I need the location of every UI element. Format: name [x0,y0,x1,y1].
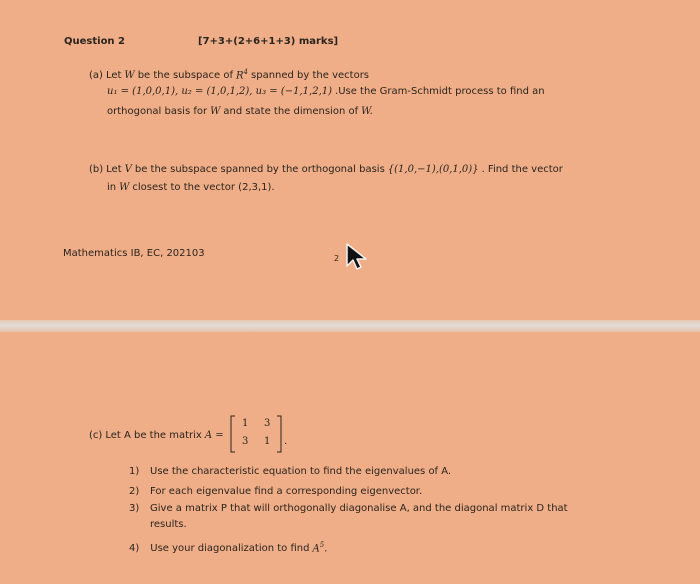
part-b-text: . Find the vector [481,164,563,175]
list-item-num: 4) [129,543,140,555]
part-b-text: closest to the vector (2,3,1). [132,182,275,193]
part-a-text: Let [105,70,122,82]
page-number: 2 [334,254,340,263]
list-item: Use your diagonalization to find [150,543,310,555]
course-footer: Mathematics IB, EC, 202103 [63,248,205,259]
part-a-w: W [124,70,135,82]
part-c-label: (c) [89,430,103,441]
list-item: results. [150,519,187,530]
matrix-cell: 1 [264,436,271,447]
part-b-text: in [107,182,117,193]
part-b-w: W [119,182,130,193]
part-a-text: and state the dimension of [223,106,359,117]
matrix-period: . [284,436,288,447]
question-title: Question 2 [64,36,125,47]
part-a-text: be the subspace of [137,70,234,82]
list-item-4 [129,541,327,554]
part-a-vectors: u₁ = (1,0,0,1), u₂ = (1,0,1,2), u₃ = (−1,1,2,1) [107,86,333,97]
part-a-w: W. [361,106,373,117]
question-marks: [7+3+(2+6+1+3) marks] [198,36,339,47]
page-separator [0,320,700,332]
part-a-line1 [89,68,369,81]
part-b-line2 [107,182,275,193]
part-b-text: Let [106,164,122,175]
list-item: For each eigenvalue find a corresponding eigenvector. [150,486,423,497]
part-a-label: (a) [89,70,103,82]
list-item-num: 2) [129,486,140,497]
part-a-text: .Use the Gram-Schmidt process to find an [335,86,545,97]
matrix-cell: 3 [242,436,249,447]
matrix-cell: 3 [264,418,271,429]
part-a-r: $R^4$ [236,68,249,82]
part-a-line3 [107,106,373,117]
part-a-w: W [210,106,221,117]
list-item-num: 1) [129,466,140,477]
mouse-cursor-icon [345,242,371,272]
matrix-a [229,414,283,454]
part-a-text: spanned by the vectors [251,70,370,82]
part-c-intro: Let A be the matrix [105,430,202,441]
part-b-v: V [124,164,132,175]
part-a-text: orthogonal basis for [107,106,208,117]
part-b-label: (b) [89,164,104,175]
part-a-line2 [107,86,545,97]
power-expression: $A^5$. [312,541,328,555]
part-c-line1 [89,430,224,441]
part-c-matrix-name: A = [204,430,224,441]
matrix-bracket-icon [229,414,283,454]
list-item: Give a matrix P that will orthogonally diagonalise A, and the diagonal matrix D that [150,503,568,514]
part-b-line1 [89,164,563,175]
list-item-num: 3) [129,503,140,514]
part-b-text: be the subspace spanned by the orthogonal basis [134,164,385,175]
page-bottom [0,332,700,584]
list-item: Use the characteristic equation to find the eigenvalues of A. [150,466,452,477]
part-b-basis: {(1,0,−1),(0,1,0)} [387,164,479,175]
matrix-cell: 1 [242,418,249,429]
